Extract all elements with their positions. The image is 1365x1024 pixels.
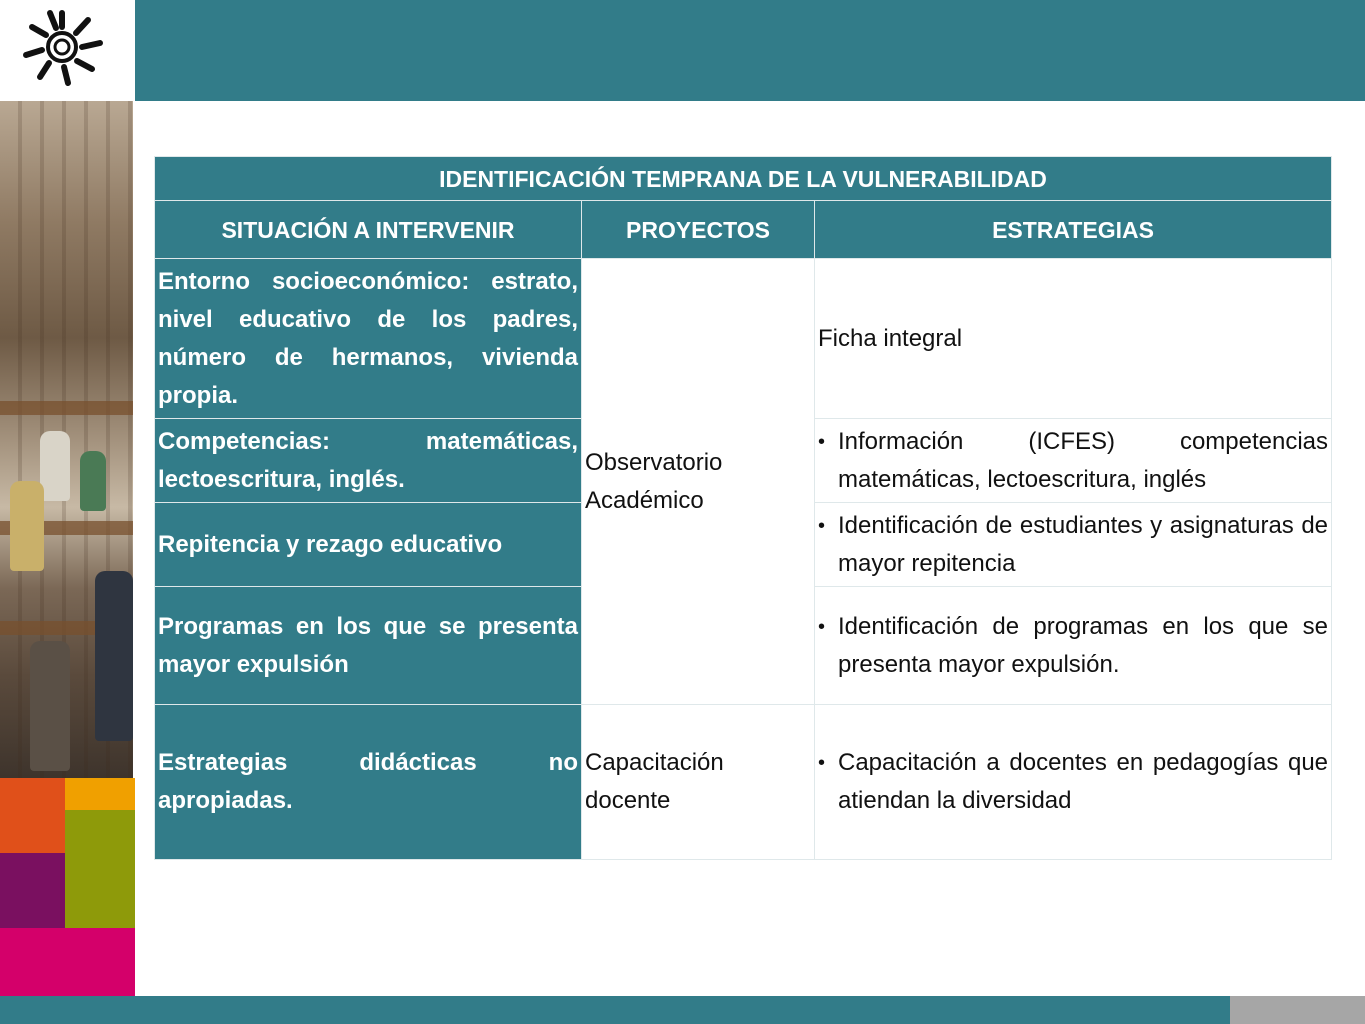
vulnerability-table (154, 156, 1332, 860)
strategy-text: Identificación de programas en los que se presenta mayor expulsión. (838, 612, 1329, 678)
strategy-text: Identificación de estudiantes y asignaturas de mayor repitencia (838, 511, 1329, 577)
sun-logo-icon (8, 2, 118, 97)
header-strategies: ESTRATEGIAS (815, 201, 1332, 259)
situation-cell: Estrategias didácticas no apropiadas. (155, 705, 582, 860)
situation-cell: Competencias: matemáticas, lectoescritura, inglés. (155, 419, 582, 503)
color-blocks (0, 778, 135, 996)
situation-cell: Repitencia y rezago educativo (155, 503, 582, 587)
strategy-cell: Ficha integral (815, 259, 1332, 419)
classroom-photo (0, 101, 133, 778)
strategy-cell (815, 587, 1332, 705)
header-projects: PROYECTOS (582, 201, 815, 259)
top-banner (135, 0, 1365, 101)
header-situation: SITUACIÓN A INTERVENIR (155, 201, 582, 259)
situation-cell: Entorno socioeconómico: estrato, nivel educativo de los padres, número de hermanos, vivienda propia. (155, 259, 582, 419)
bullet-icon: • (818, 430, 826, 453)
bottom-gray-block (1230, 996, 1365, 1024)
table-row (155, 259, 1332, 419)
strategy-cell (815, 503, 1332, 587)
table-row (155, 705, 1332, 860)
project-cell: Capacitación docente (582, 705, 815, 860)
strategy-cell (815, 419, 1332, 503)
logo-area (0, 0, 135, 101)
strategy-text: Información (ICFES) competencias matemáticas, lectoescritura, inglés (838, 427, 1329, 493)
bullet-icon: • (818, 514, 826, 537)
bullet-icon: • (818, 615, 826, 638)
project-cell: Observatorio Académico (582, 259, 815, 705)
situation-cell: Programas en los que se presenta mayor expulsión (155, 587, 582, 705)
strategy-text: Capacitación a docentes en pedagogías que atiendan la diversidad (838, 749, 1329, 814)
table-title: IDENTIFICACIÓN TEMPRANA DE LA VULNERABILIDAD (155, 157, 1332, 201)
bottom-banner (0, 996, 1230, 1024)
strategy-cell (815, 705, 1332, 860)
bullet-icon: • (818, 752, 826, 774)
